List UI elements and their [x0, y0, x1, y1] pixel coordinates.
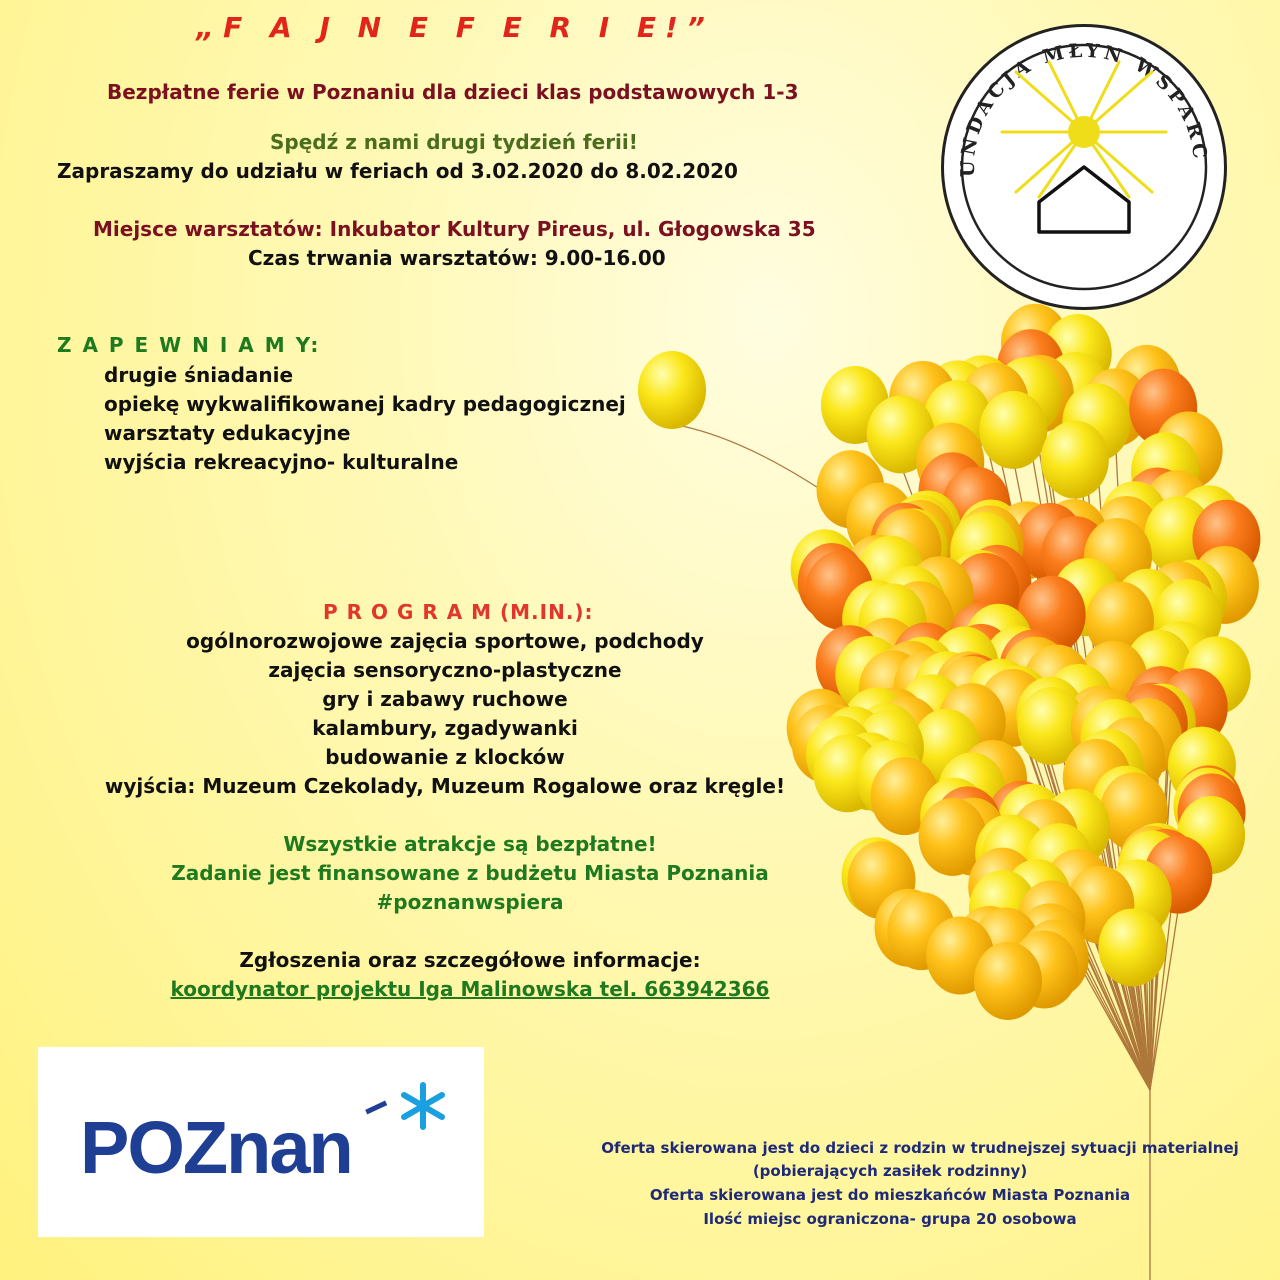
program-item: wyjścia: Muzeum Czekolady, Muzeum Rogalowe oraz kręgle!: [104, 774, 786, 798]
svg-text:FUNDACJA MŁYN WSPARCIA: UNDACJA MŁYN WSPARC: [956, 39, 1212, 178]
footer-line: Oferta skierowana jest do mieszkańców Miasta Poznania: [649, 1186, 1131, 1204]
asterisk-icon: [404, 1085, 442, 1127]
program-heading: P R O G R A M (M.IN.):: [323, 600, 594, 624]
subtitle: Bezpłatne ferie w Poznaniu dla dzieci klas podstawowych 1-3: [107, 80, 799, 104]
footer-line: (pobierających zasiłek rodzinny): [752, 1162, 1028, 1180]
page-title: „F A J N E F E R I E!”: [196, 11, 714, 44]
program-item: zajęcia sensoryczno-plastyczne: [268, 658, 622, 682]
balloon: [638, 351, 706, 429]
free-line: Wszystkie atrakcje są bezpłatne!: [283, 832, 657, 856]
program-item: kalambury, zgadywanki: [312, 716, 578, 740]
provide-item: opiekę wykwalifikowanej kadry pedagogicznej: [104, 392, 626, 416]
funding-line: Zadanie jest finansowane z budżetu Miasta Poznania: [171, 861, 769, 885]
provide-item: warsztaty edukacyjne: [104, 421, 351, 445]
balloon: [974, 942, 1042, 1020]
program-item: gry i zabawy ruchowe: [322, 687, 568, 711]
week-line: Spędź z nami drugi tydzień ferii!: [270, 130, 638, 154]
provide-item: wyjścia rekreacyjno- kulturalne: [104, 450, 459, 474]
windmill-sun-icon: [944, 27, 1224, 307]
provide-heading: Z A P E W N I A M Y:: [57, 333, 321, 357]
invite-line: Zapraszamy do udziału w feriach od 3.02.2020 do 8.02.2020: [57, 159, 738, 183]
footer-line: Oferta skierowana jest do dzieci z rodzin w trudnejszej sytuacji materialnej: [601, 1139, 1239, 1157]
foundation-logo: [941, 24, 1227, 310]
time-line: Czas trwania warsztatów: 9.00-16.00: [248, 246, 666, 270]
hashtag: #poznanwspiera: [376, 890, 564, 914]
program-item: budowanie z klocków: [325, 745, 565, 769]
poznan-logo: [38, 1047, 484, 1237]
svg-text:POZnan: POZnan: [80, 1106, 352, 1189]
footer-line: Ilość miejsc ograniczona- grupa 20 osobowa: [703, 1210, 1077, 1228]
balloon: [1098, 908, 1166, 986]
provide-item: drugie śniadanie: [104, 363, 294, 387]
contact-link[interactable]: koordynator projektu Iga Malinowska tel. 663942366: [170, 977, 770, 1001]
balloon: [979, 391, 1047, 469]
balloon: [1041, 421, 1109, 499]
place-line: Miejsce warsztatów: Inkubator Kultury Pireus, ul. Głogowska 35: [93, 217, 816, 241]
program-item: ogólnorozwojowe zajęcia sportowe, podchody: [186, 629, 704, 653]
contact-label: Zgłoszenia oraz szczegółowe informacje:: [239, 948, 701, 972]
